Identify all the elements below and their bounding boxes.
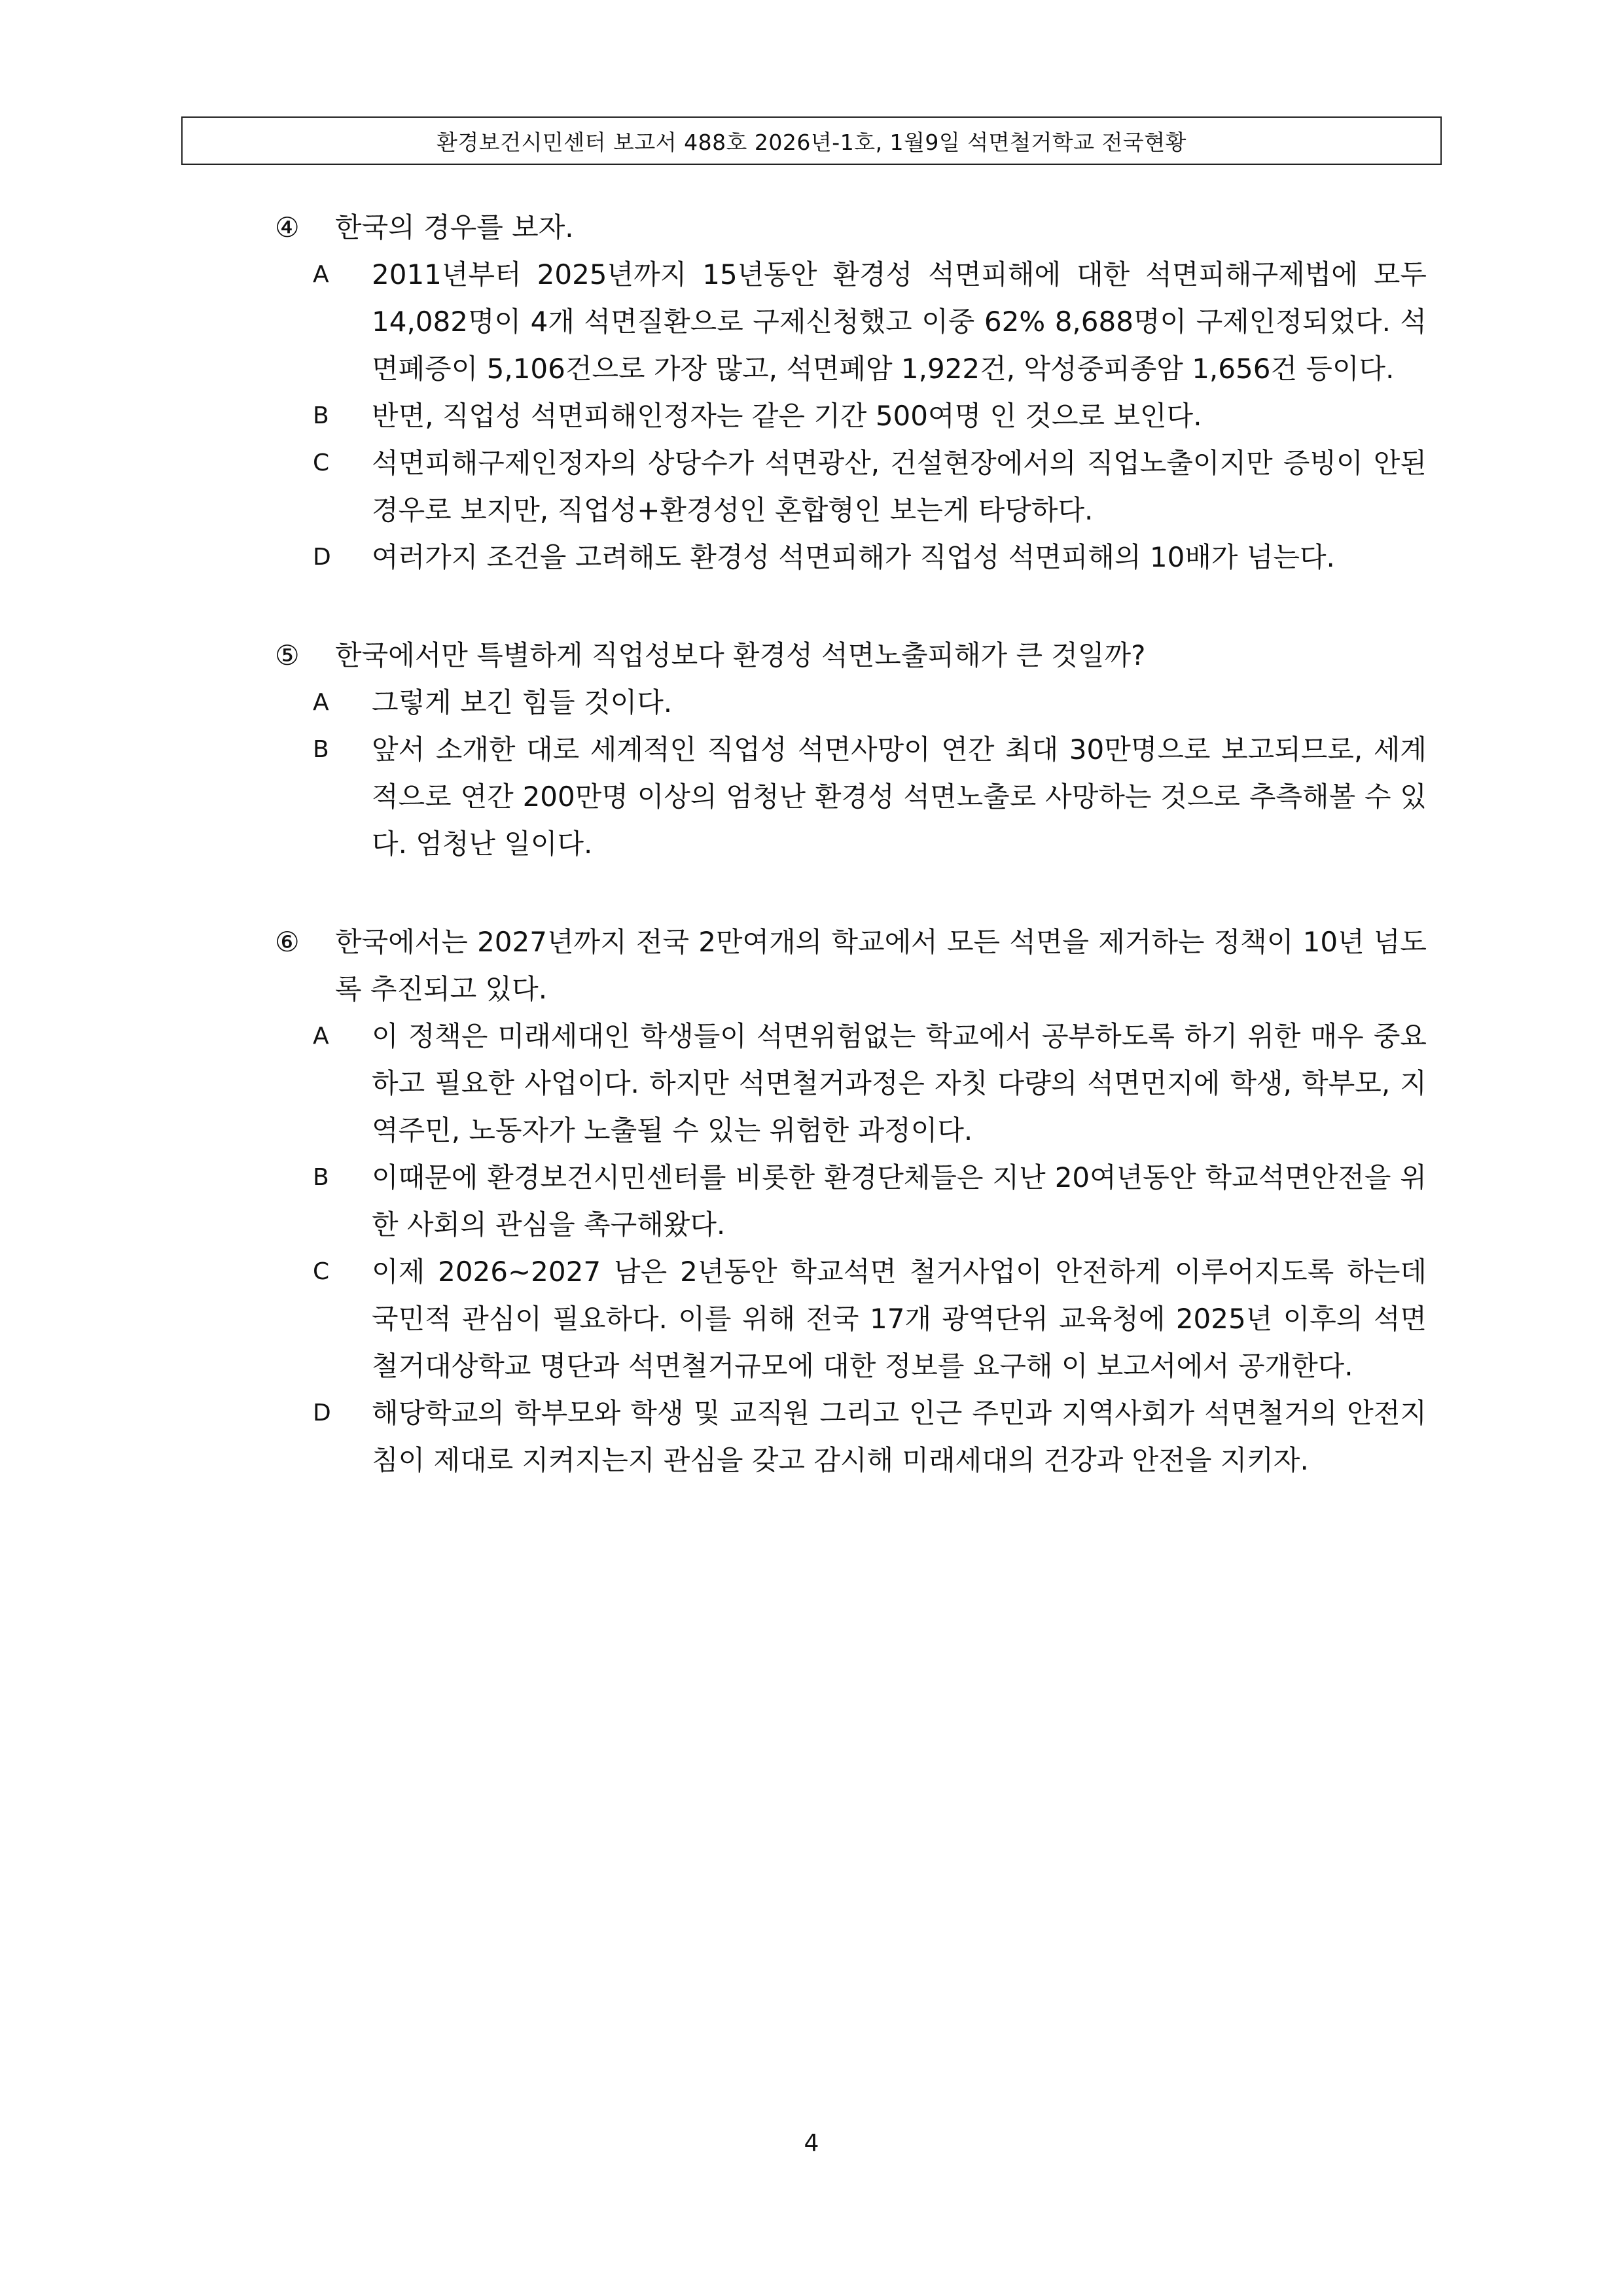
- list-item-letter: D: [313, 544, 331, 571]
- list-item-text: 2011년부터 2025년까지 15년동안 환경성 석면피해에 대한 석면피해구제법에 모두 14,082명이 4개 석면질환으로 구제신청했고 이중 62% 8,688명이 구제인정되었다. 석면폐증이 5,106건으로 가장 많고, 석면폐암 1,922건, 악성중피종암 1,656건 등이다.: [372, 258, 1427, 385]
- list-item-letter: B: [313, 1164, 329, 1191]
- list-item-letter: C: [313, 450, 330, 476]
- section-number: ⑤: [275, 639, 300, 671]
- list-item: [275, 393, 1427, 440]
- list-item-letter: B: [313, 736, 329, 763]
- section-title: 한국에서만 특별하게 직업성보다 환경성 석면노출피해가 큰 것일까?: [335, 639, 1146, 671]
- list-item: [275, 1248, 1427, 1390]
- list-item-letter: A: [313, 689, 329, 716]
- section-4: [275, 204, 1427, 581]
- section-title: 한국에서는 2027년까지 전국 2만여개의 학교에서 모든 석면을 제거하는 정책이 10년 넘도록 추진되고 있다.: [335, 926, 1427, 1005]
- list-item-text: 이 정책은 미래세대인 학생들이 석면위험없는 학교에서 공부하도록 하기 위한 매우 중요하고 필요한 사업이다. 하지만 석면철거과정은 자칫 다량의 석면먼지에 학생, 학부모, 지역주민, 노동자가 노출될 수 있는 위험한 과정이다.: [372, 1020, 1427, 1146]
- list-item-letter: A: [313, 261, 329, 288]
- list-item: [275, 440, 1427, 534]
- report-header: [181, 116, 1442, 165]
- list-item: [275, 1390, 1427, 1484]
- list-item-text: 해당학교의 학부모와 학생 및 교직원 그리고 인근 주민과 지역사회가 석면철거의 안전지침이 제대로 지켜지는지 관심을 갖고 감시해 미래세대의 건강과 안전을 지키자.: [372, 1397, 1427, 1476]
- section-6: [275, 919, 1427, 1484]
- document-body: [275, 204, 1427, 1535]
- section-number: ④: [275, 211, 300, 243]
- list-item-letter: B: [313, 402, 329, 429]
- list-item-text: 석면피해구제인정자의 상당수가 석면광산, 건설현장에서의 직업노출이지만 증빙이 안된 경우로 보지만, 직업성+환경성인 혼합형인 보는게 타당하다.: [372, 447, 1427, 526]
- list-item-letter: C: [313, 1258, 330, 1285]
- list-item-text: 그렇게 보긴 힘들 것이다.: [372, 686, 673, 718]
- list-item: [275, 251, 1427, 393]
- list-item-text: 앞서 소개한 대로 세계적인 직업성 석면사망이 연간 최대 30만명으로 보고되므로, 세계적으로 연간 200만명 이상의 엄청난 환경성 석면노출로 사망하는 것으로 추측해볼 수 있다. 엄청난 일이다.: [372, 733, 1427, 860]
- list-item: [275, 679, 1427, 726]
- list-item: [275, 1013, 1427, 1154]
- section-5: [275, 632, 1427, 868]
- list-item-text: 반면, 직업성 석면피해인정자는 같은 기간 500여명 인 것으로 보인다.: [372, 400, 1202, 432]
- list-item-letter: D: [313, 1400, 331, 1426]
- section-number: ⑥: [275, 926, 300, 958]
- list-item-text: 여러가지 조건을 고려해도 환경성 석면피해가 직업성 석면피해의 10배가 넘는다.: [372, 541, 1335, 573]
- list-item: [275, 534, 1427, 581]
- section-heading: [275, 632, 1427, 679]
- section-title: 한국의 경우를 보자.: [335, 211, 574, 243]
- list-item: [275, 1154, 1427, 1248]
- page-number: 4: [804, 2130, 819, 2157]
- section-heading: [275, 919, 1427, 1013]
- list-item-text: 이제 2026~2027 남은 2년동안 학교석면 철거사업이 안전하게 이루어지도록 하는데 국민적 관심이 필요하다. 이를 위해 전국 17개 광역단위 교육청에 2025년 이후의 석면철거대상학교 명단과 석면철거규모에 대한 정보를 요구해 이 보고서에서 공개한다.: [372, 1256, 1427, 1382]
- list-item-letter: A: [313, 1023, 329, 1050]
- report-header-text: 환경보건시민센터 보고서 488호 2026년-1호, 1월9일 석면철거학교 전국현황: [436, 129, 1187, 155]
- list-item: [275, 726, 1427, 868]
- list-item-text: 이때문에 환경보건시민센터를 비롯한 환경단체들은 지난 20여년동안 학교석면안전을 위한 사회의 관심을 촉구해왔다.: [372, 1161, 1427, 1241]
- section-heading: [275, 204, 1427, 251]
